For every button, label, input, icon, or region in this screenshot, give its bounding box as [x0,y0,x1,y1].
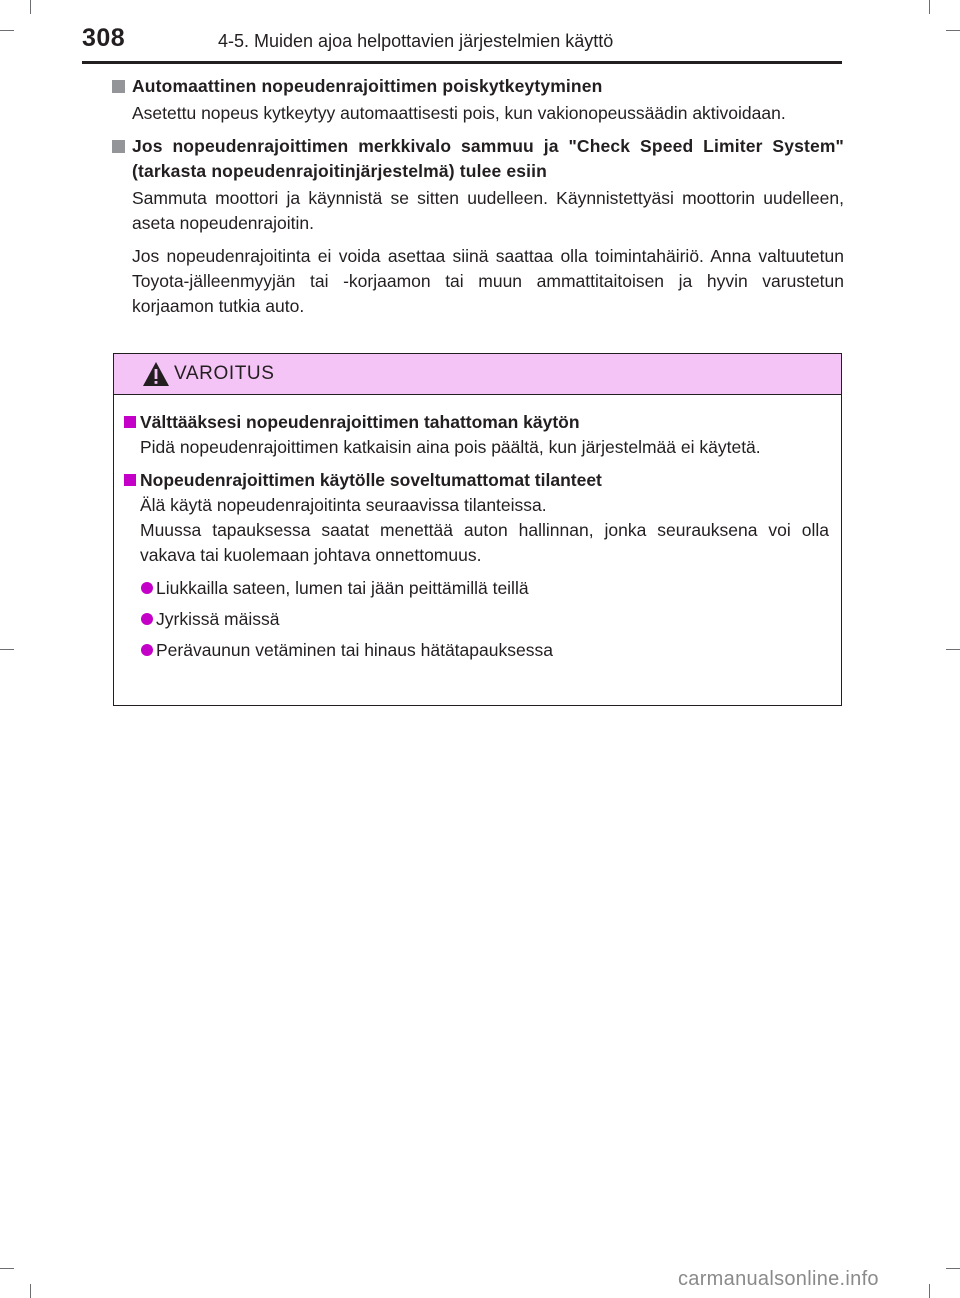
page-header [0,0,960,66]
crop-mark [929,1284,930,1298]
list-item: Perävaunun vetäminen tai hinaus hätätapauksessa [124,638,829,663]
crop-mark [0,649,14,650]
main-content [112,74,844,327]
section-heading: Jos nopeudenrajoittimen merkkivalo sammuu ja "Check Speed Limiter System" (tarkasta nopeudenrajoitinjärjestelmä) tulee esiin [112,134,844,184]
section-heading: Automaattinen nopeudenrajoittimen poiskytkeytyminen [112,74,844,99]
warning-item-heading: Välttääksesi nopeudenrajoittimen tahattoman käytön [124,410,829,435]
square-bullet-icon [112,140,125,153]
paragraph: Sammuta moottori ja käynnistä se sitten uudelleen. Käynnistettyäsi moottorin uudelleen, aseta nopeudenrajoitin. [132,188,844,233]
warning-box [113,353,842,706]
round-bullet-icon [141,582,153,594]
page-number: 308 [82,24,126,52]
watermark: carmanualsonline.info [678,1268,879,1290]
square-bullet-icon [124,474,136,486]
square-bullet-icon [112,80,125,93]
warning-paragraph: Pidä nopeudenrajoittimen katkaisin aina pois päältä, kun järjestelmää ei käytetä. [140,437,761,457]
paragraph: Asetettu nopeus kytkeytyy automaattisesti pois, kun vakionopeussäädin aktivoidaan. [132,103,786,123]
round-bullet-icon [141,613,153,625]
warning-body [114,410,843,669]
crop-mark [946,649,960,650]
paragraph: Jos nopeudenrajoitinta ei voida asettaa siinä saattaa olla toimintahäiriö. Anna valtuutetun Toyota-jälleenmyyjän tai -korjaamon tai muun ammattitaitoisen ja hyvin varustetun korjaamon tutkia auto. [132,246,844,316]
header-rule [82,61,842,64]
list-item: Liukkailla sateen, lumen tai jään peittämillä teillä [124,576,829,601]
warning-triangle-icon [142,361,170,387]
section-title: 4-5. Muiden ajoa helpottavien järjestelmien käyttö [218,31,614,51]
crop-mark [30,1284,31,1298]
warning-paragraph: Älä käytä nopeudenrajoitinta seuraavissa tilanteissa. Muussa tapauksessa saatat menettää auton hallinnan, jonka seurauksena voi olla vakava tai kuolemaan johtava onnettomuus. [140,495,829,565]
crop-mark [946,1268,960,1269]
list-item: Jyrkissä mäissä [124,607,829,632]
warning-label: VAROITUS [174,363,275,384]
crop-mark [0,1268,14,1269]
warning-header [114,354,841,395]
warning-item-heading: Nopeudenrajoittimen käytölle soveltumattomat tilanteet [124,468,829,493]
square-bullet-icon [124,416,136,428]
round-bullet-icon [141,644,153,656]
